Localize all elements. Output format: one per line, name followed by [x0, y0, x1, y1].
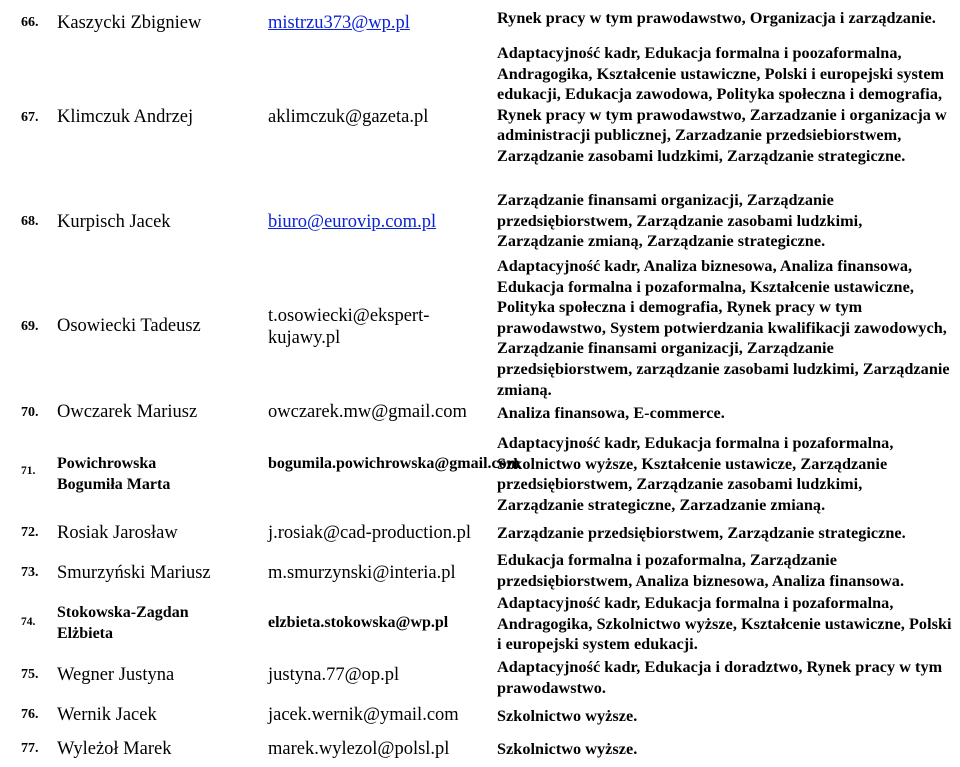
person-name: Wegner Justyna	[57, 665, 175, 685]
expertise-areas: Edukacja formalna i pozaformalna, Zarządzanie przedsiębiorstwem, Analiza biznesowa, Analiza finansowa.	[497, 551, 905, 590]
table-row	[0, 188, 960, 253]
row-number: 66.	[21, 15, 39, 30]
expertise-areas: Zarządzanie przedsiębiorstwem, Zarządzanie strategiczne.	[497, 524, 906, 542]
row-number: 72.	[21, 525, 39, 540]
expertise-areas: Adaptacyjność kadr, Edukacja i doradztwo, Rynek pracy w tym prawodawstwo.	[497, 658, 943, 697]
person-name: Owczarek Mariusz	[57, 402, 198, 422]
person-name: Smurzyński Mariusz	[57, 563, 211, 583]
table-row	[0, 44, 960, 188]
row-number: 70.	[21, 405, 39, 420]
expertise-areas: Szkolnictwo wyższe.	[497, 740, 638, 758]
row-number: 76.	[21, 707, 39, 722]
person-name: Rosiak Jarosław	[57, 523, 178, 543]
table-row	[0, 516, 960, 550]
expertise-areas: Analiza finansowa, E-commerce.	[497, 404, 725, 422]
email-text: jacek.wernik@ymail.com	[268, 705, 459, 725]
table-row	[0, 732, 960, 767]
table-row	[0, 550, 960, 590]
email-link[interactable]: mistrzu373@wp.pl	[268, 13, 410, 33]
person-name: Klimczuk Andrzej	[57, 107, 194, 127]
row-number: 77.	[21, 741, 39, 756]
row-number: 75.	[21, 667, 39, 682]
table-row	[0, 698, 960, 732]
row-number: 68.	[21, 214, 39, 229]
expertise-areas: Adaptacyjność kadr, Edukacja formalna i pozaformalna, Szkolnictwo wyższe, Kształcenie ustawicze, Zarządzanie przedsiębiorstwem, Zarządzanie zasobami ludzkimi, Zarządzanie strategiczne, Zarzadzanie zmianą.	[497, 434, 894, 514]
email-link[interactable]: biuro@eurovip.com.pl	[268, 212, 437, 232]
person-name: Stokowska-Zagdan Elżbieta	[57, 604, 189, 642]
table-row	[0, 253, 960, 398]
email-text: m.smurzynski@interia.pl	[268, 563, 456, 583]
expertise-areas: Adaptacyjność kadr, Edukacja formalna i pozaformalna, Andragogika, Szkolnictwo wyższe, Kształcenie ustawiczne, Polski i europejski system edukacji.	[497, 594, 952, 654]
email-text: j.rosiak@cad-production.pl	[268, 523, 472, 543]
email-text: elzbieta.stokowska@wp.pl	[268, 614, 449, 631]
email-text: aklimczuk@gazeta.pl	[268, 107, 429, 127]
table-row	[0, 0, 960, 48]
expertise-areas: Adaptacyjność kadr, Edukacja formalna i poozaformalna, Andragogika, Kształcenie ustawiczne, Polski i europejski system edukacji, Edukacja zawodowa, Polityka społeczna i demografia, Rynek pracy w tym prawodawstwo, Zarzadzanie i organizacja w administracji publicznej, Zarzadzanie przedsiebiorstwem, Zarządzanie zasobami ludzkimi, Zarządzanie strategiczne.	[497, 44, 947, 165]
row-number: 69.	[21, 319, 39, 334]
person-name: Wernik Jacek	[57, 705, 157, 725]
expertise-areas: Rynek pracy w tym prawodawstwo, Organizacja i zarządzanie.	[497, 9, 936, 27]
row-number: 67.	[21, 110, 39, 125]
email-text: justyna.77@op.pl	[268, 665, 400, 685]
expertise-areas: Szkolnictwo wyższe.	[497, 707, 638, 725]
expertise-areas: Zarządzanie finansami organizacji, Zarządzanie przedsiębiorstwem, Zarządzanie zasobami ludzkimi, Zarządzanie zmianą, Zarządzanie strategiczne.	[497, 191, 863, 251]
person-name: Powichrowska Bogumiła Marta	[57, 455, 171, 493]
row-number: 74.	[21, 616, 36, 628]
table-row	[0, 590, 960, 656]
person-name: Kaszycki Zbigniew	[57, 13, 202, 33]
expertise-areas: Adaptacyjność kadr, Analiza biznesowa, Analiza finansowa, Edukacja formalna i pozaformalna, Kształcenie ustawiczne, Polityka społeczna i demografia, Rynek pracy w tym prawodawstwo, System potwierdzania kwalifikacji zawodowych, Zarządzanie finansami organizacji, Zarządzanie przedsiębiorstwem, zarządzanie zasobami ludzkimi, Zarządzanie zmianą.	[497, 257, 950, 399]
table-row	[0, 428, 960, 516]
table-row	[0, 398, 960, 428]
person-name: Osowiecki Tadeusz	[57, 316, 201, 336]
email-text: bogumila.powichrowska@gmail.com	[268, 455, 520, 472]
person-name: Kurpisch Jacek	[57, 212, 171, 232]
email-text: marek.wylezol@polsl.pl	[268, 739, 450, 759]
person-name: Wyleżoł Marek	[57, 739, 172, 759]
row-number: 73.	[21, 565, 39, 580]
email-text: t.osowiecki@ekspert-kujawy.pl	[268, 306, 430, 349]
row-number: 71.	[21, 465, 36, 477]
table-row	[0, 656, 960, 698]
email-text: owczarek.mw@gmail.com	[268, 402, 467, 422]
